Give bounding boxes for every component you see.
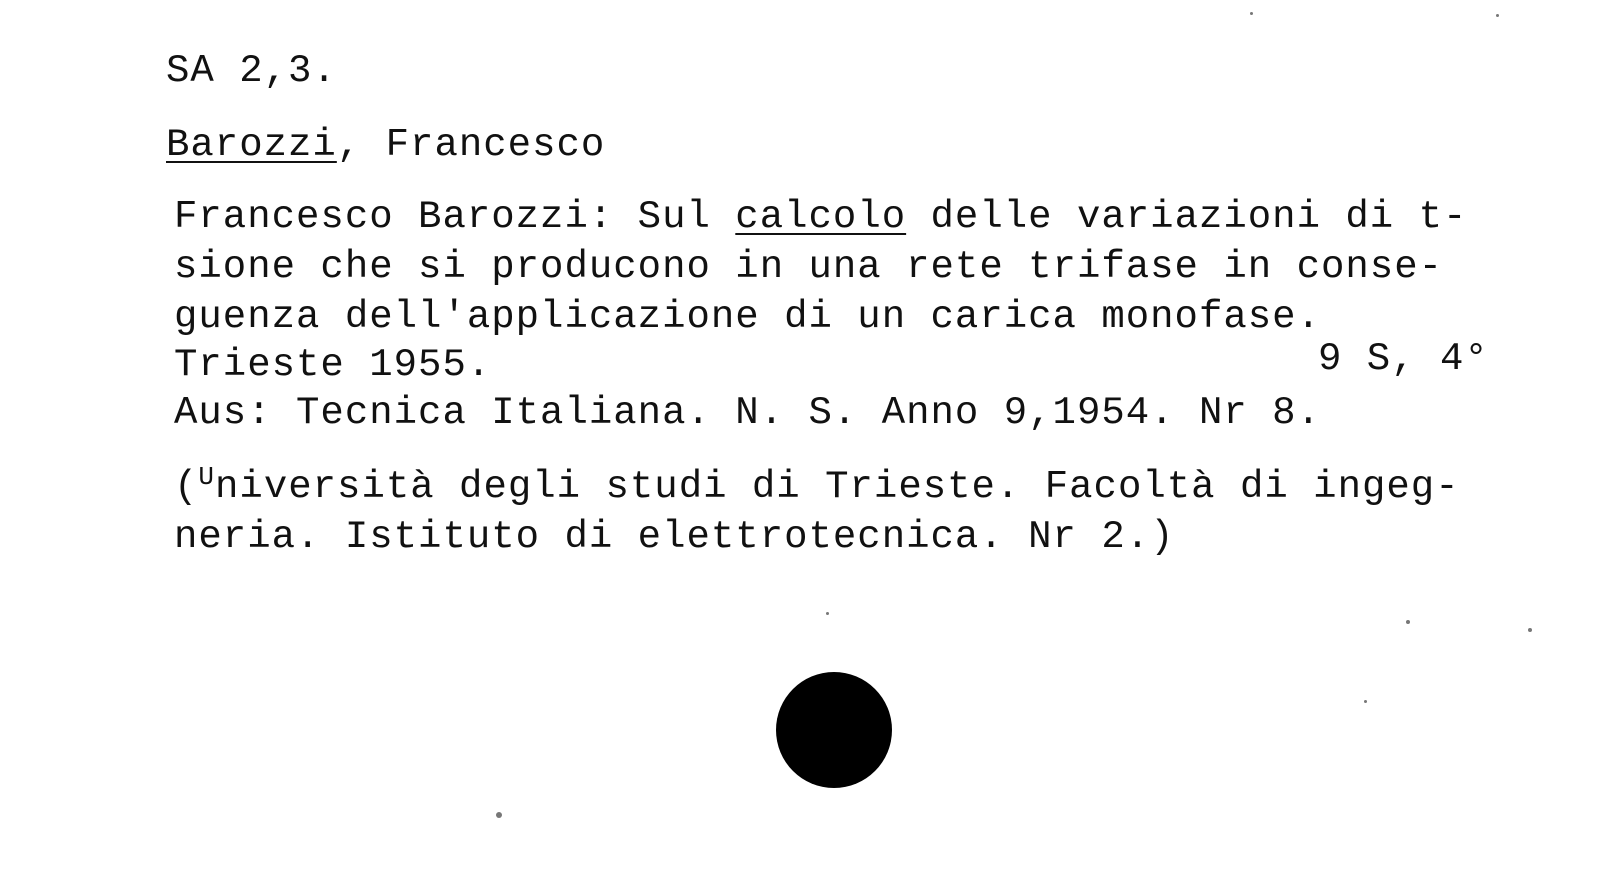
author-surname: Barozzi — [166, 123, 337, 167]
shelf-mark: 9 S, 4° — [1318, 337, 1489, 381]
speck — [1528, 628, 1532, 632]
series-initial: U — [198, 462, 216, 492]
speck — [1250, 12, 1253, 15]
title-line-1 — [174, 195, 1468, 239]
author-heading — [166, 123, 606, 167]
speck — [1406, 620, 1410, 624]
title-keyword: calcolo — [735, 195, 907, 239]
imprint: Trieste 1955. — [174, 343, 492, 387]
title-line-2: sione che si producono in una rete trifase in conse- — [174, 245, 1443, 289]
title-line-1-suffix: delle variazioni di t- — [906, 195, 1468, 239]
punch-hole — [776, 672, 892, 788]
title-line-3: guenza dell'applicazione di un carica monofase. — [174, 295, 1321, 339]
source-note: Aus: Tecnica Italiana. N. S. Anno 9,1954. Nr 8. — [174, 391, 1321, 435]
author-separator: , — [336, 123, 386, 167]
speck — [826, 612, 829, 615]
speck — [1496, 14, 1499, 17]
series-line-2: neria. Istituto di elettrotecnica. Nr 2.) — [174, 515, 1175, 559]
author-forename: Francesco — [385, 123, 606, 167]
speck — [496, 812, 502, 818]
series-open-paren: ( — [174, 465, 199, 509]
series-line-1-text: niversità degli studi di Trieste. Facoltà di ingeg- — [215, 465, 1460, 509]
title-line-1-prefix: Francesco Barozzi: Sul — [174, 195, 736, 239]
series-line-1 — [174, 462, 1460, 509]
call-number: SA 2,3. — [166, 49, 337, 93]
speck — [1364, 700, 1367, 703]
